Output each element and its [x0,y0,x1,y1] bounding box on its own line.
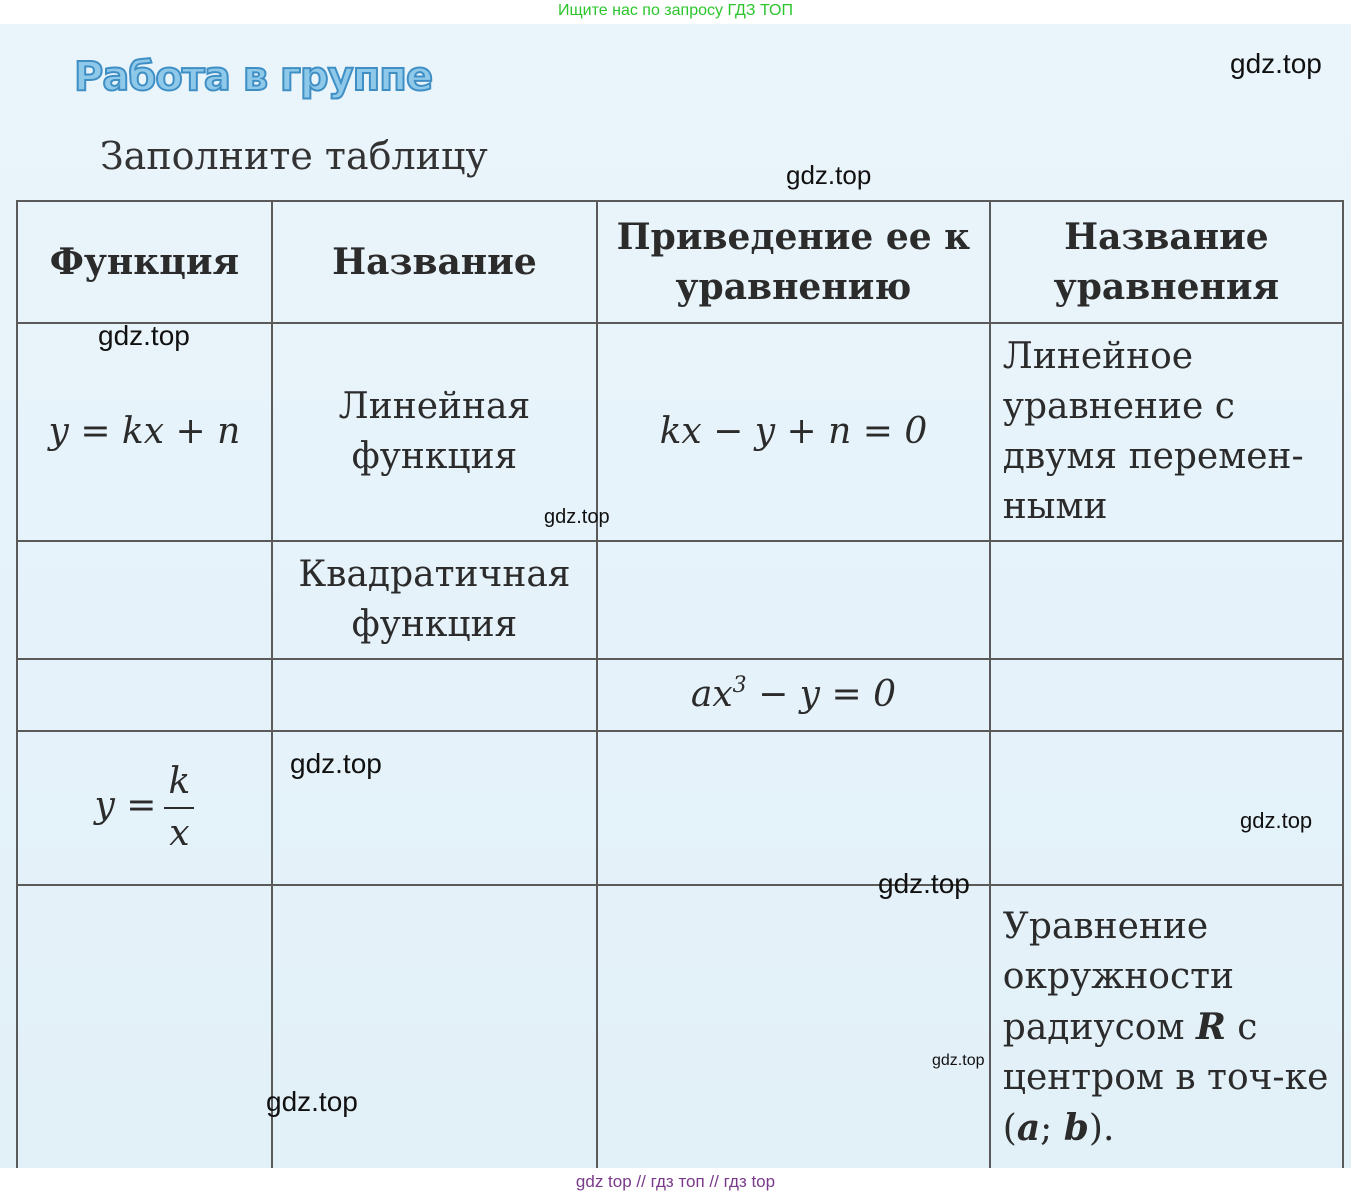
watermark: gdz.top [1240,808,1313,833]
watermark: gdz.top [98,320,190,351]
table-row [17,541,1343,659]
cell-equation [597,541,990,659]
text-part: ). [1088,1108,1115,1149]
cell-name: Линейная функция [272,323,597,541]
section-heading: Работа в группе [74,54,433,100]
watermark: gdz.top [1230,48,1322,79]
cell-equation: kx − y + n = 0 [597,323,990,541]
watermark: gdz.top [266,1086,358,1117]
footer-links[interactable]: gdz top // гдз топ // гдз top [0,1168,1351,1196]
fraction [164,757,194,859]
cell-function [17,885,272,1171]
cell-equation [597,885,990,1171]
exponent: 3 [732,673,747,698]
cell-equation-name [990,885,1343,1171]
var-R: R [1195,1006,1226,1048]
watermark: gdz.top [786,160,872,190]
header-equation-name: Название уравнения [990,201,1343,323]
cell-function [17,731,272,885]
var-a: a [1016,1107,1041,1149]
header-function: Функция [17,201,272,323]
cell-function [17,541,272,659]
table-header-row [17,201,1343,323]
fraction-denominator: x [169,813,190,854]
cell-equation [597,659,990,731]
equation-text: − y = 0 [746,674,896,715]
task-title: Заполните таблицу [100,134,488,178]
cell-name [272,659,597,731]
cell-equation-name [990,541,1343,659]
text-part: Уравнение окружности радиусом [1002,906,1235,1048]
cell-equation-name [990,659,1343,731]
top-banner[interactable]: Ищите нас по запросу ГДЗ ТОП [0,0,1351,24]
table-row [17,731,1343,885]
watermark: gdz.top [290,748,382,779]
header-equation: Приведение ее к уравнению [597,201,990,323]
cell-name: Квадратичная функция [272,541,597,659]
function-table [16,200,1344,1172]
var-b: b [1063,1107,1089,1149]
header-name: Название [272,201,597,323]
fraction-numerator: k [164,757,194,809]
cell-function [17,659,272,731]
text-part: ; [1040,1108,1064,1149]
cell-equation-name: Линейное уравнение с двумя перемен-ными [990,323,1343,541]
cell-name [272,885,597,1171]
table-row [17,659,1343,731]
table-row [17,323,1343,541]
cell-function: y = kx + n [17,323,272,541]
cell-equation [597,731,990,885]
textbook-page [0,24,1351,1168]
table-row [17,885,1343,1171]
watermark: gdz.top [932,1052,985,1069]
text-part: с центром в точ-ке ( [1002,1007,1329,1149]
function-lhs: y = [94,785,157,826]
watermark: gdz.top [544,506,610,528]
equation-text: ax [690,674,733,715]
watermark: gdz.top [878,868,970,899]
